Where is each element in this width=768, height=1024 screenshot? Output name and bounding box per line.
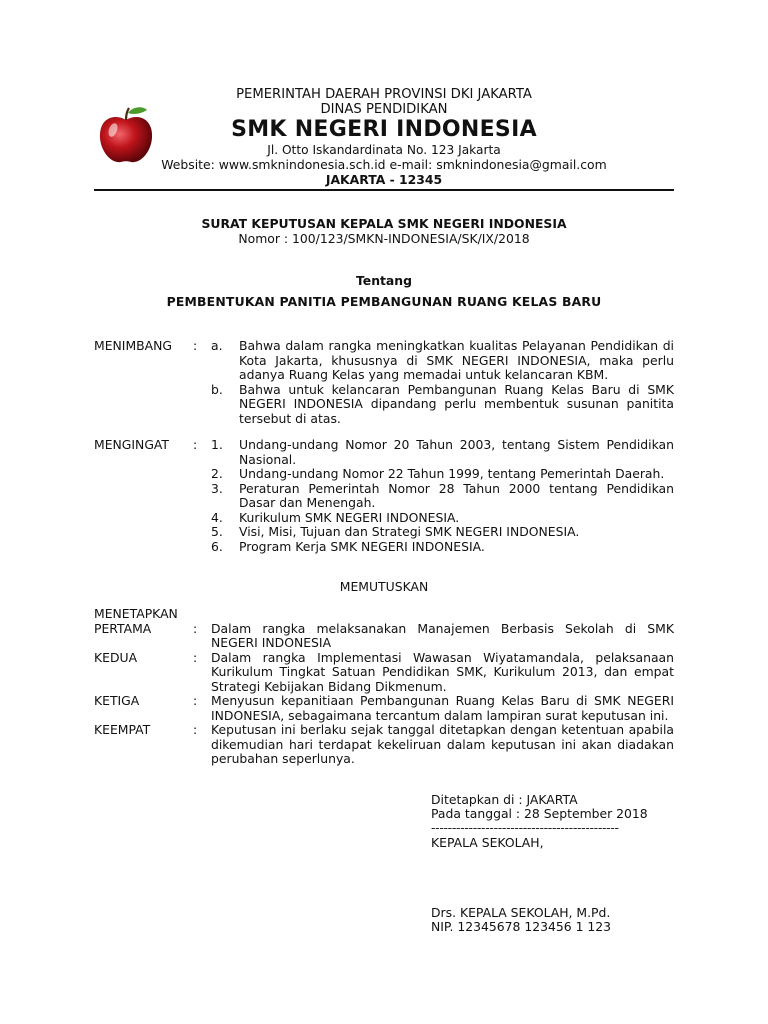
mengingat-label: MENGINGAT — [94, 437, 169, 452]
list-item — [94, 694, 674, 723]
decision-label: KEEMPAT — [94, 722, 151, 737]
school-name: SMK NEGERI INDONESIA — [231, 117, 537, 142]
item-marker: b. — [211, 381, 223, 397]
list-item — [94, 438, 674, 467]
menimbang-label: MENIMBANG — [94, 338, 172, 353]
list-item — [94, 467, 674, 482]
menimbang-section — [94, 339, 674, 426]
decision-text: Dalam rangka melaksanakan Manajemen Berbasis Sekolah di SMK NEGERI INDONESIA — [211, 620, 674, 650]
decision-label: KETIGA — [94, 693, 140, 708]
item-marker: 1. — [211, 437, 223, 452]
colon: : — [193, 649, 198, 665]
decree-tentang: Tentang — [355, 273, 412, 288]
school-contact: Website: www.smknindonesia.sch.id e-mail: smknindonesia@gmail.com — [161, 157, 607, 172]
menetapkan-label: MENETAPKAN — [94, 606, 178, 621]
sign-separator: --------------------------------------------- — [431, 820, 619, 835]
decree-number: Nomor : 100/123/SMKN-INDONESIA/SK/IX/2018 — [238, 231, 530, 246]
mengingat-section — [94, 438, 674, 554]
decree-subject: PEMBENTUKAN PANITIA PEMBANGUNAN RUANG KELAS BARU — [166, 294, 602, 309]
list-item — [94, 383, 674, 427]
list-item — [94, 511, 674, 526]
list-item — [94, 723, 674, 767]
item-marker: 4. — [211, 509, 223, 525]
colon: : — [193, 722, 198, 737]
item-marker: 6. — [211, 538, 223, 554]
item-text: Visi, Misi, Tujuan dan Strategi SMK NEGERI INDONESIA. — [239, 524, 580, 539]
item-text: Program Kerja SMK NEGERI INDONESIA. — [239, 538, 485, 554]
list-item — [94, 607, 674, 622]
list-item — [94, 525, 674, 540]
colon: : — [193, 693, 198, 708]
decision-text: Menyusun kepanitiaan Pembangunan Ruang Kelas Baru di SMK NEGERI INDONESIA, sebagaimana tercantum dalam lampiran surat keputusan ini. — [211, 693, 674, 723]
school-city: JAKARTA - 12345 — [325, 172, 443, 187]
decision-text: Dalam rangka Implementasi Wawasan Wiyatamandala, pelaksanaan Kurikulum Tingkat Satuan Pendidikan SMK, Kurikulum 2013, dan empat Strategi Kebijakan Bidang Dikmenum. — [211, 649, 674, 694]
list-item — [94, 651, 674, 695]
item-text: Kurikulum SMK NEGERI INDONESIA. — [239, 509, 460, 525]
signer-nip: NIP. 12345678 123456 1 123 — [431, 919, 612, 934]
decree-title: SURAT KEPUTUSAN KEPALA SMK NEGERI INDONESIA — [201, 216, 567, 231]
item-text: Bahwa dalam rangka meningkatkan kualitas Pelayanan Pendidikan di Kota Jakarta, khususnya di SMK NEGERI INDONESIA, maka perlu adanya Ruang Kelas yang memadai untuk kelancaran KBM. — [239, 338, 674, 382]
list-item — [94, 622, 674, 651]
item-marker: 3. — [211, 480, 223, 496]
item-marker: 5. — [211, 524, 223, 539]
item-text: Undang-undang Nomor 22 Tahun 1999, tentang Pemerintah Daerah. — [239, 466, 665, 481]
list-item — [94, 339, 674, 383]
decision-text: Keputusan ini berlaku sejak tanggal ditetapkan dengan ketentuan apabila dikemudian hari terdapat kekeliruan dalam keputusan ini akan diadakan perubahan seperlunya. — [211, 722, 674, 766]
menetapkan-section — [94, 607, 674, 767]
item-text: Peraturan Pemerintah Nomor 28 Tahun 2000 tentang Pendidikan Dasar dan Menengah. — [239, 480, 674, 510]
school-address: Jl. Otto Iskandardinata No. 123 Jakarta — [267, 143, 501, 157]
colon: : — [193, 437, 198, 452]
department-name: DINAS PENDIDIKAN — [320, 102, 448, 117]
sign-place: Ditetapkan di : JAKARTA — [431, 792, 578, 807]
sign-date: Pada tanggal : 28 September 2018 — [431, 806, 648, 821]
item-marker: 2. — [211, 466, 223, 481]
item-text: Undang-undang Nomor 20 Tahun 2003, tentang Sistem Pendidikan Nasional. — [239, 437, 674, 467]
sign-position: KEPALA SEKOLAH, — [431, 835, 544, 850]
list-item — [94, 482, 674, 511]
memutuskan-heading: MEMUTUSKAN — [339, 579, 429, 594]
letterhead-divider — [94, 189, 674, 191]
list-item — [94, 540, 674, 555]
item-marker: a. — [211, 338, 223, 353]
government-name: PEMERINTAH DAERAH PROVINSI DKI JAKARTA — [236, 87, 532, 102]
signer-name: Drs. KEPALA SEKOLAH, M.Pd. — [431, 905, 611, 920]
colon: : — [193, 620, 198, 636]
decision-label: KEDUA — [94, 649, 138, 665]
item-text: Bahwa untuk kelancaran Pembangunan Ruang Kelas Baru di SMK NEGERI INDONESIA dipandang perlu membentuk susunan panitita tersebut di atas. — [239, 381, 674, 426]
decision-label: PERTAMA — [94, 620, 152, 636]
colon: : — [193, 338, 198, 353]
